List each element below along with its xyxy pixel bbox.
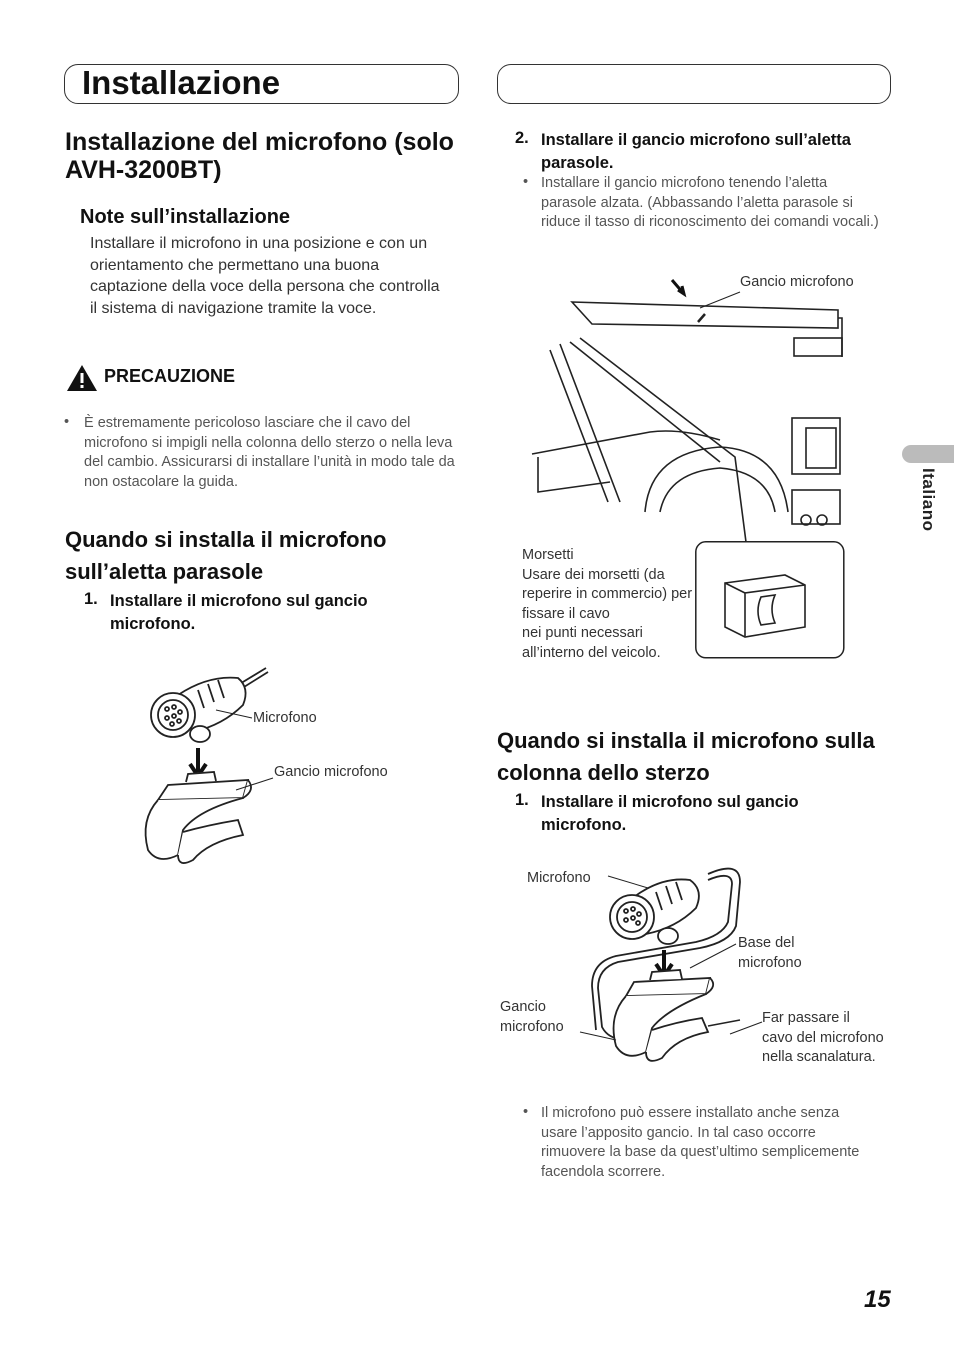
down-arrow-icon — [190, 748, 206, 776]
fig3-label-microphone: Microfono — [527, 870, 591, 886]
down-arrow-icon — [672, 280, 684, 294]
title-frame-right — [497, 64, 891, 104]
section-title-microphone: Installazione del microfono (solo AVH-3200BT) — [65, 128, 454, 184]
steering-wheel — [645, 447, 788, 512]
final-note: Il microfono può essere installato anche senza usare l’apposito gancio. In tal caso occorre rimuovere la base da quest’ultimo semplicemente facendola scorrere. — [541, 1105, 860, 1180]
microphone-illustration — [151, 668, 268, 742]
note-heading: Note sull’installazione — [80, 206, 291, 228]
note-text: Installare il microfono in una posizione e con un orientamento che permettano una buona captazione della voce della persona che controlla il sistema di navigazione tramite la voce. — [90, 235, 440, 317]
page-number: 15 — [864, 1286, 891, 1313]
step2-bullet: • — [523, 174, 529, 190]
language-tab — [902, 445, 954, 463]
clip-illustration — [146, 772, 252, 863]
visor-section-title: Quando si installa il microfono sull’aletta parasole — [65, 527, 387, 584]
step2-text: Installare il gancio microfono sull’aletta parasole. — [541, 131, 851, 172]
step2-note: Installare il gancio microfono tenendo l’aletta parasole alzata. (Abbassando l’aletta parasole si riduce il tasso di riconoscimento dei comandi vocali.) — [541, 175, 879, 230]
visor-step1-text: Installare il microfono sul gancio microfono. — [110, 592, 368, 633]
fig3-label-clip: Gancio microfono — [500, 999, 564, 1035]
warning-icon — [66, 364, 98, 392]
step2-number: 2. — [515, 129, 529, 147]
fig2-label-clamps: Morsetti Usare dei morsetti (da reperire in commercio) per fissare il cavo nei punti necessari all’interno del veicolo. — [522, 547, 693, 661]
visor-step1-number: 1. — [84, 590, 98, 608]
column-step1-text: Installare il microfono sul gancio microfono. — [541, 793, 799, 834]
windshield-pillar — [550, 344, 620, 502]
page-title: Installazione — [82, 64, 281, 101]
fig1-label-microphone: Microfono — [253, 710, 317, 726]
fig3-label-base: Base del microfono — [738, 935, 802, 971]
fig1-label-clip: Gancio microfono — [274, 764, 388, 780]
language-label: Italiano — [919, 468, 938, 532]
caution-bullet: • — [64, 414, 70, 430]
caution-label: PRECAUZIONE — [104, 366, 236, 386]
final-bullet: • — [523, 1104, 529, 1120]
clip-illustration — [614, 970, 740, 1061]
column-section-title: Quando si installa il microfono sulla colonna dello sterzo — [497, 728, 875, 785]
clamp-icon — [725, 575, 805, 637]
column-step1-number: 1. — [515, 791, 529, 809]
caution-text: È estremamente pericoloso lasciare che il cavo del microfono si impigli nella colonna dello sterzo o nella leva del cambio. Assicurarsi di installare l’unità in modo tale da non ostacolare la guida. — [84, 415, 455, 490]
fig2-label-clip: Gancio microfono — [740, 274, 854, 290]
fig3-label-groove: Far passare il cavo del microfono nella scanalatura. — [762, 1010, 884, 1065]
clamp-inset — [695, 541, 845, 659]
figure-visor-installation — [520, 272, 860, 532]
